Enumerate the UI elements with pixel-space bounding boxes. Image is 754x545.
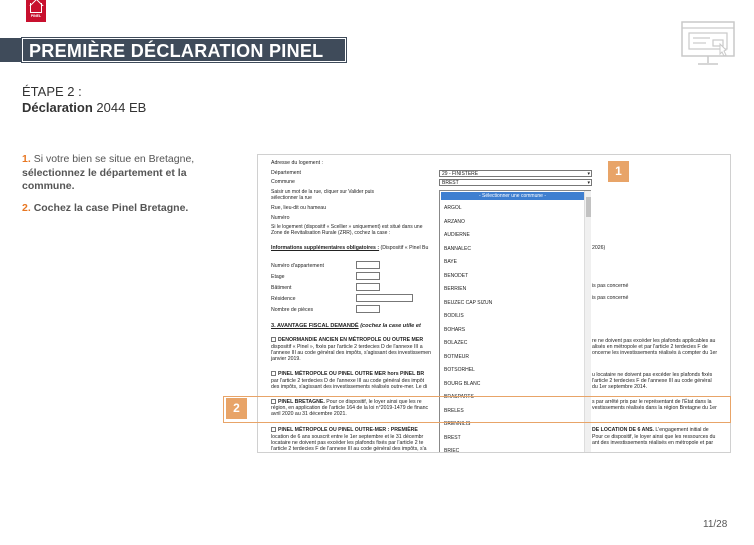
dropdown-option[interactable]: BOLAZEC: [444, 340, 468, 346]
house-body: [30, 3, 42, 13]
dropdown-option[interactable]: BOURG BLANC: [444, 380, 481, 387]
s1-right2: alisés en métropole et par l'article 2 terdecies F de: [592, 344, 708, 350]
instruction-1-bold: sélectionnez le département et la commune.: [22, 166, 187, 192]
num-appart-label: Numéro d'appartement: [271, 263, 324, 269]
dropdown-option[interactable]: AUDIERNE: [444, 232, 470, 238]
s2-line2: des impôts, s'agissant des investissements réalisés outre-mer. Le di: [271, 384, 428, 390]
s1-line3: janvier 2019.: [271, 356, 301, 362]
avantage-title-text: 3. AVANTAGE FISCAL DEMANDÉ: [271, 323, 359, 329]
s1-title: DENORMANDIE ANCIEN EN MÉTROPOLE OU OUTRE MER: [278, 337, 424, 343]
dropdown-option[interactable]: BAYE: [444, 259, 457, 265]
dropdown-option[interactable]: BODILIS: [444, 313, 464, 319]
dropdown-option[interactable]: BERRIEN: [444, 286, 467, 292]
batiment-label: Bâtiment: [271, 285, 292, 291]
zrr-text: Si le logement (dispositif « Scellier » uniquement) est situé dans une Zone de Revitalisation Rurale (ZRR), cochez la case :: [271, 224, 423, 237]
s4-line3: l'article 2 terdecies F de l'annexe III au code général des impôts, s'a: [271, 446, 427, 452]
scrollbar-thumb[interactable]: [586, 197, 591, 217]
callout-badge-2: 2: [226, 398, 247, 419]
chevron-down-icon: ▾: [587, 180, 590, 186]
s3-title: PINEL BRETAGNE.: [278, 399, 325, 405]
dropdown-option[interactable]: BRENNILIS: [444, 421, 471, 427]
s4-title-right: [592, 427, 709, 433]
step-subtitle: [22, 100, 146, 115]
dropdown-option[interactable]: BOHARS: [444, 326, 466, 333]
dropdown-option[interactable]: BRIEC: [444, 448, 460, 453]
title-bar: [22, 38, 346, 62]
batiment-input[interactable]: [356, 283, 380, 291]
dropdown-option[interactable]: BREST: [444, 434, 461, 441]
dropdown-option[interactable]: BRELES: [444, 407, 464, 414]
numero-label: Numéro: [271, 215, 290, 221]
logo-text: PINEL: [30, 14, 42, 18]
avantage-title-rest: (cochez la case utile et: [358, 323, 421, 329]
pas-concerne-1: is pas concerné: [592, 283, 629, 289]
departement-label: Département: [271, 170, 301, 176]
dropdown-option[interactable]: ARZANO: [444, 218, 465, 225]
logo: [26, 0, 46, 22]
num-appart-input[interactable]: [356, 261, 380, 269]
dropdown-option[interactable]: BOTSORHEL: [444, 367, 475, 373]
info-sup: [271, 245, 428, 251]
info-sup-title: Informations supplémentaires obligatoires :: [271, 245, 380, 251]
s3-right2: vestissements réalisés dans la région Bretagne du 1er: [592, 405, 717, 411]
s2-right1: u locataire ne doivent pas excéder les plafonds fixés: [592, 372, 713, 378]
step-sub-rest: 2044 EB: [92, 100, 147, 115]
dropdown-option[interactable]: BEUZEC CAP SIZUN: [444, 299, 493, 306]
etage-input[interactable]: [356, 272, 380, 280]
pinel-metropole-checkbox[interactable]: [271, 371, 276, 376]
residence-label: Résidence: [271, 296, 296, 302]
s4-right1: Pour ce dispositif, le loyer ainsi que les ressources du: [592, 434, 716, 440]
lieu-label: Rue, lieu-dit ou hameau: [271, 205, 327, 211]
instruction-1: [22, 153, 200, 194]
nb-pieces-label: Nombre de pièces: [271, 307, 314, 313]
section-premiere-location: [271, 427, 418, 433]
s2-line1: par l'article 2 terdecies D de l'annexe III au code général des impôt: [271, 378, 425, 384]
commune-label: Commune: [271, 179, 295, 185]
s3-line2: région, en application de l'article 164 de la loi n°2019-1479 de financ: [271, 405, 429, 411]
s1-line2: l'annexe III au code général des impôts, s'agissant des investissemen: [271, 350, 432, 356]
s3-right1: s par arrêté pris par le représentant de l'État dans la: [592, 399, 712, 405]
pinel-bretagne-highlight: [223, 396, 731, 423]
page-title: PREMIÈRE DÉCLARATION PINEL: [29, 41, 324, 61]
nb-pieces-input[interactable]: [356, 305, 380, 313]
callout-badge-1: 1: [608, 161, 629, 182]
title-bar-accent: [0, 38, 22, 62]
chevron-down-icon: ▾: [587, 171, 590, 177]
s4-right2: ant des investissements réalisés en métropole et par: [592, 440, 714, 446]
departement-value: 29 - FINISTERE: [442, 171, 479, 177]
dropdown-option[interactable]: ARGOL: [444, 205, 462, 211]
adresse-label: Adresse du logement :: [271, 160, 323, 166]
section-denormandie: [271, 337, 423, 343]
commune-value: BREST: [442, 180, 459, 186]
dropdown-option[interactable]: BRASPARTS: [444, 394, 474, 400]
s2-title: PINEL MÉTROPOLE OU PINEL OUTRE MER hors PINEL BR: [278, 371, 425, 377]
section-pinel-metropole: [271, 371, 424, 377]
commune-select[interactable]: [439, 179, 592, 186]
s1-right1: re ne doivent pas excéder les plafonds applicables au: [592, 338, 716, 344]
instruction-2-num: 2.: [22, 202, 31, 214]
etage-label: Etage: [271, 274, 285, 280]
instruction-1-num: 1.: [22, 153, 31, 165]
instruction-1-pre: Si votre bien se situe en Bretagne,: [33, 153, 195, 165]
computer-screen-icon: [680, 20, 736, 68]
s4-title-r2: L'engagement initial de: [653, 427, 709, 433]
info-sup-end: 2026): [592, 245, 606, 251]
info-sup-rest: (Dispositif « Pinel Bu: [379, 245, 429, 251]
dropdown-option[interactable]: BOTMEUR: [444, 353, 469, 360]
s2-right2: l'article 2 terdecies F de l'annexe III au code général: [592, 378, 712, 384]
dropdown-option[interactable]: BANNALEC: [444, 245, 471, 252]
step-sub-bold: Déclaration: [22, 100, 93, 115]
s3-line1: Pour ce dispositif, le loyer ainsi que les re: [324, 399, 422, 405]
rue-hint: Saisir un mot de la rue, cliquer sur Valider puis sélectionner la rue: [271, 189, 375, 202]
avantage-title: [271, 323, 421, 329]
residence-input[interactable]: [356, 294, 413, 302]
s4-line2: locataire ne doivent pas excéder les plafonds fixés par l'article 2 te: [271, 440, 424, 446]
s1-line1: dispositif « Pinel », fixés par l'article 2 terdecies D de l'annexe III a: [271, 344, 423, 350]
denormandie-checkbox[interactable]: [271, 337, 276, 342]
s4-title-r: DE LOCATION DE 6 ANS.: [592, 427, 654, 433]
s2-right3: du 1er septembre 2014.: [592, 384, 648, 390]
s4-title: PINEL MÉTROPOLE OU PINEL OUTRE-MER : PREMIÈRE: [278, 427, 418, 433]
dropdown-header[interactable]: - Sélectionner une commune -: [441, 192, 584, 200]
premiere-location-checkbox[interactable]: [271, 427, 276, 432]
departement-select[interactable]: [439, 170, 592, 177]
step-label: ÉTAPE 2 :: [22, 84, 82, 99]
s3-line3: avril 2020 au 31 décembre 2021.: [271, 411, 347, 417]
s1-right3: oncerne les investissements réalisés à compter du 1er: [592, 350, 718, 356]
dropdown-option[interactable]: BENODET: [444, 272, 469, 279]
instruction-2: [22, 202, 200, 214]
s4-line1: location de 6 ans souscrit entre le 1er septembre et le 31 décembr: [271, 434, 424, 440]
instruction-2-bold: Cochez la case Pinel Bretagne.: [33, 202, 189, 214]
pas-concerne-2: is pas concerné: [592, 295, 629, 301]
page-number: 11/28: [703, 519, 728, 530]
